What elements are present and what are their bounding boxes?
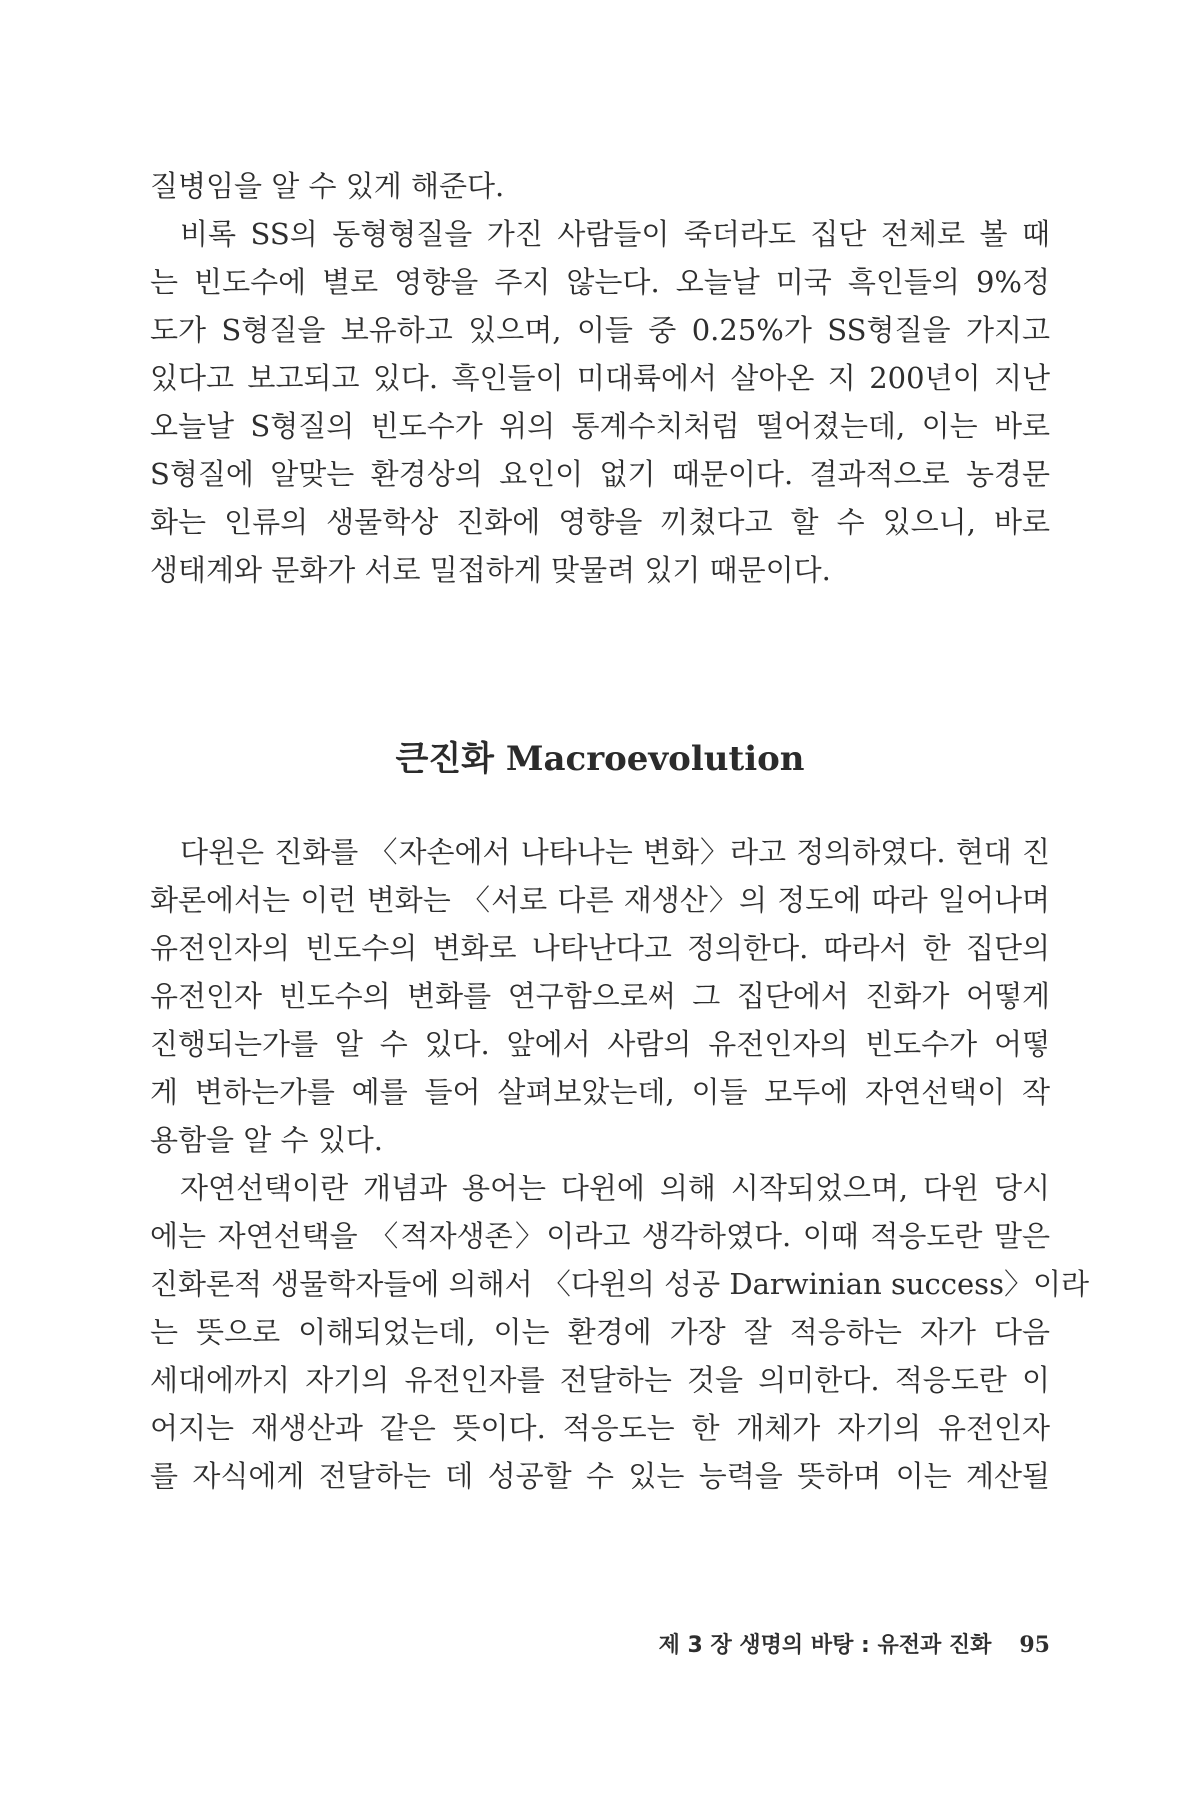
page-footer	[659, 1628, 1050, 1659]
body-text-line: 어지는 재생산과 같은 뜻이다. 적응도는 한 개체가 자기의 유전인자	[150, 1411, 1050, 1445]
body-text-line: 게 변하는가를 예를 들어 살펴보았는데, 이들 모두에 자연선택이 작	[150, 1075, 1050, 1109]
page-number: 95	[1019, 1632, 1050, 1658]
body-text-line: 유전인자 빈도수의 변화를 연구함으로써 그 집단에서 진화가 어떻게	[150, 979, 1050, 1013]
body-text-line: 는 뜻으로 이해되었는데, 이는 환경에 가장 잘 적응하는 자가 다음	[150, 1315, 1050, 1349]
body-text-line: 진행되는가를 알 수 있다. 앞에서 사람의 유전인자의 빈도수가 어떻	[150, 1027, 1050, 1061]
body-text-line: 오늘날 S형질의 빈도수가 위의 통계수치처럼 떨어졌는데, 이는 바로	[150, 409, 1050, 443]
body-text-line: 도가 S형질을 보유하고 있으며, 이들 중 0.25%가 SS형질을 가지고	[150, 313, 1050, 347]
section-paragraphs	[150, 828, 1089, 1500]
body-text-line: 질병임을 알 수 있게 해준다.	[150, 169, 505, 203]
body-text-line: 에는 자연선택을 〈적자생존〉이라고 생각하였다. 이때 적응도란 말은	[150, 1219, 1050, 1253]
body-text-line: 유전인자의 빈도수의 변화로 나타난다고 정의한다. 따라서 한 집단의	[150, 931, 1050, 965]
body-text-line: 다윈은 진화를 〈자손에서 나타나는 변화〉라고 정의하였다. 현대 진	[180, 835, 1050, 869]
body-text-line: 있다고 보고되고 있다. 흑인들이 미대륙에서 살아온 지 200년이 지난	[150, 361, 1050, 395]
body-text-line: 진화론적 생물학자들에 의해서 〈다윈의 성공 Darwinian success〉이라	[150, 1267, 1089, 1301]
body-text-line: 를 자식에게 전달하는 데 성공할 수 있는 능력을 뜻하며 이는 계산될	[150, 1459, 1050, 1493]
body-text-line: 비록 SS의 동형형질을 가진 사람들이 죽더라도 집단 전체로 볼 때	[180, 217, 1050, 251]
intro-paragraphs	[150, 162, 1050, 594]
body-text-line: 화론에서는 이런 변화는 〈서로 다른 재생산〉의 정도에 따라 일어나며	[150, 883, 1050, 917]
body-text-line: 화는 인류의 생물학상 진화에 영향을 끼쳤다고 할 수 있으니, 바로	[150, 505, 1050, 539]
body-text-line: 는 빈도수에 별로 영향을 주지 않는다. 오늘날 미국 흑인들의 9%정	[150, 265, 1050, 299]
body-text-line: 세대에까지 자기의 유전인자를 전달하는 것을 의미한다. 적응도란 이	[150, 1363, 1050, 1397]
body-text-line: 용함을 알 수 있다.	[150, 1123, 383, 1157]
running-footer-chapter: 제 3 장 생명의 바탕 : 유전과 진화	[658, 1633, 992, 1658]
body-text-line: 자연선택이란 개념과 용어는 다윈에 의해 시작되었으며, 다윈 당시	[180, 1171, 1050, 1205]
body-text-line: 생태계와 문화가 서로 밀접하게 맞물려 있기 때문이다.	[150, 553, 831, 587]
section-heading: 큰진화 Macroevolution	[395, 739, 805, 779]
body-text-line: S형질에 알맞는 환경상의 요인이 없기 때문이다. 결과적으로 농경문	[150, 457, 1050, 491]
